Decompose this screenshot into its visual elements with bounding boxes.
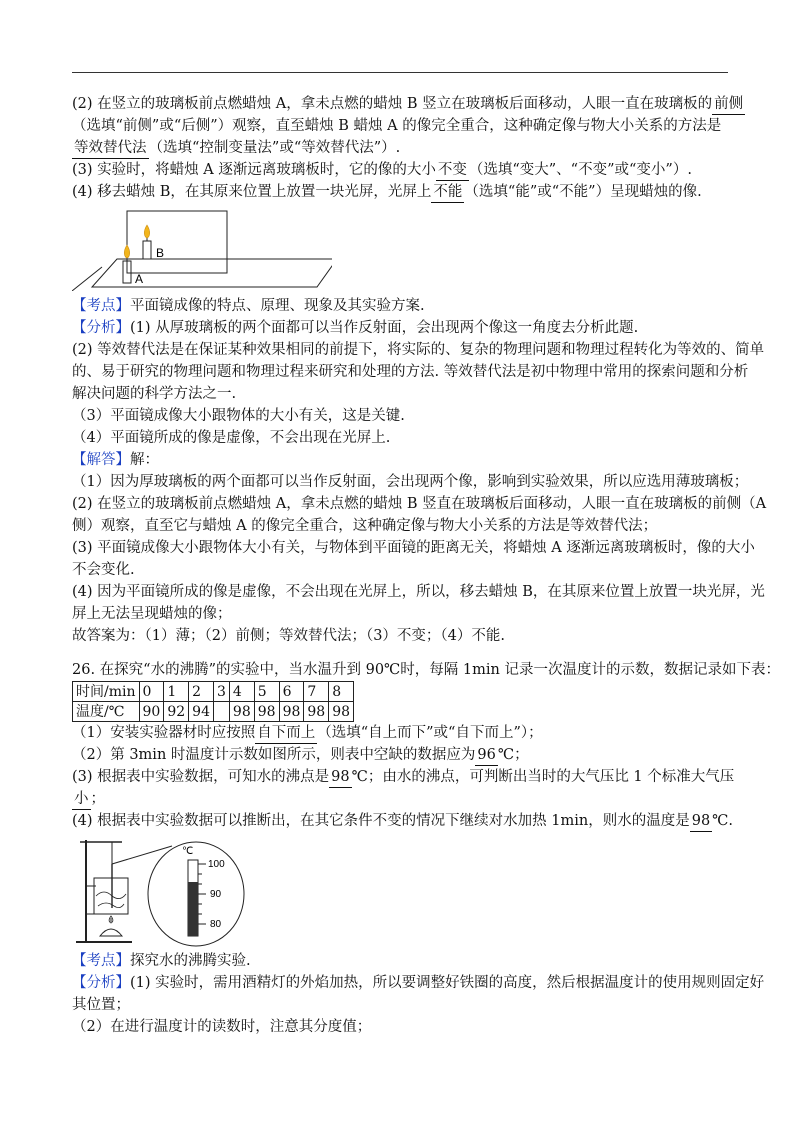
- answer-blank-screen: 不能: [431, 183, 464, 203]
- table-cell: 90: [139, 702, 164, 722]
- table-cell: 2: [189, 682, 214, 702]
- q25-part2-line1: [72, 93, 744, 115]
- q25-jieda-4a: (4) 因为平面镜所成的像是虚像，不会出现在光屏上，所以，移去蜡烛 B，在其原来位置上放置一块光屏，光: [72, 584, 765, 600]
- table-cell: 8: [329, 682, 354, 702]
- mirror-candle-diagram: [72, 207, 332, 291]
- answer-blank-front-side: 前侧: [712, 95, 745, 115]
- fenxi-text-1: (1) 从厚玻璃板的两个面都可以当作反射面，会出现两个像这一角度去分析此题.: [130, 320, 639, 336]
- table-cell: 98: [329, 702, 354, 722]
- table-cell: 时间/min: [73, 682, 140, 702]
- mirror-candle-figure: [72, 207, 732, 291]
- q25-part2-line2: [72, 115, 732, 137]
- temperature-table: [72, 681, 354, 722]
- q26-part3-text3: ；: [90, 791, 105, 807]
- table-cell: 98: [229, 702, 254, 722]
- q25-part3-text: (3) 实验时，将蜡烛 A 逐渐远离玻璃板时，它的像的大小: [72, 162, 436, 178]
- document-body: [72, 93, 780, 1038]
- table-cell: 1: [164, 682, 189, 702]
- table-cell: 7: [304, 682, 329, 702]
- answer-blank-temperature: 98: [690, 812, 712, 832]
- q25-answer: 故答案为：（1）薄；（2）前侧；等效替代法；（3）不变；（4）不能.: [72, 628, 506, 644]
- q26-part2-text2: ℃；: [497, 747, 529, 763]
- q25-fenxi-2a: (2) 等效替代法是在保证某种效果相同的前提下，将实际的、复杂的物理问题和物理过程转化为等效的、简单: [72, 342, 765, 358]
- answer-blank-method: 等效替代法: [72, 139, 149, 159]
- q26-part4-text2: ℃.: [712, 813, 734, 829]
- table-cell: 4: [229, 682, 254, 702]
- fenxi-text-1: (1) 实验时，需用酒精灯的外焰加热，所以要调整好铁圈的高度，然后根据温度计的使用规则固定好: [130, 975, 765, 991]
- thermometer-unit: ℃: [182, 846, 194, 857]
- q26-fenxi-2: （2）在进行温度计的读数时，注意其分度值；: [72, 1019, 372, 1035]
- q26-part1: [72, 722, 732, 744]
- header-rule: [72, 72, 728, 73]
- q25-jieda-2a: (2) 在竖立的玻璃板前点燃蜡烛 A，拿未点燃的蜡烛 B 竖直在玻璃板后面移动，人眼一直在玻璃板的前侧（A: [72, 496, 767, 512]
- q26-intro: 26. 在探究“水的沸腾”的实验中，当水温升到 90℃时，每隔 1min 记录一次温度计的示数，数据记录如下表：: [72, 662, 780, 678]
- q26-part3-line1: [72, 766, 735, 788]
- q25-part3: [72, 159, 732, 181]
- q25-part2-text: (2) 在竖立的玻璃板前点燃蜡烛 A，拿未点燃的蜡烛 B 竖立在玻璃板后面移动，人眼一直在玻璃板的: [72, 96, 713, 112]
- q26-part2-text: （2）第 3min 时温度计示数如图所示，则表中空缺的数据应为: [72, 747, 476, 763]
- table-row-time: [73, 682, 354, 702]
- kaodian-text: 探究水的沸腾实验.: [130, 953, 251, 969]
- q25-jieda-2b: 侧）观察，直至它与蜡烛 A 的像完全重合，这种确定像与物大小关系的方法是等效替代法；: [72, 518, 658, 534]
- q25-fenxi-2b: 的、易于研究的物理问题和物理过程来研究和处理的方法. 等效替代法是初中物理中常用的探索问题和分析: [72, 364, 749, 380]
- table-cell: 6: [279, 682, 304, 702]
- q26-part2: [72, 744, 732, 766]
- q26-part4-text: (4) 根据表中实验数据可以推断出，在其它条件不变的情况下继续对水加热 1min，则水的温度是: [72, 813, 690, 829]
- q25-kaodian: [72, 295, 732, 317]
- table-row-temp: [73, 702, 354, 722]
- kaodian-tag: 【考点】: [72, 298, 130, 314]
- q25-part2-text2: （选填“前侧”或“后侧”）观察，直至蜡烛 B 蜡烛 A 的像完全重合，这种确定像与物大小关系的方法是: [72, 118, 722, 134]
- thermometer-tick-100: 100: [208, 859, 225, 870]
- answer-blank-order: 自下而上: [255, 724, 317, 744]
- q25-part2-line3: [72, 137, 732, 159]
- kaodian-tag: 【考点】: [72, 953, 130, 969]
- q26-part4: [72, 810, 732, 832]
- boiling-apparatus-figure: [72, 836, 732, 948]
- table-cell: 94: [189, 702, 214, 722]
- q25-jieda-3a: (3) 平面镜成像大小跟物体大小有关，与物体到平面镜的距离无关，将蜡烛 A 逐渐远离玻璃板时，像的大小: [72, 540, 755, 556]
- fenxi-tag: 【分析】: [72, 975, 130, 991]
- fenxi-tag: 【分析】: [72, 320, 130, 336]
- q25-part3-text2: （选填“变大”、“不变”或“变小”）.: [468, 162, 692, 178]
- boiling-apparatus-diagram: [72, 836, 252, 948]
- q26-kaodian: [72, 950, 732, 972]
- q26-part1-text: （1）安装实验器材时应按照: [72, 725, 256, 741]
- table-cell: 98: [304, 702, 329, 722]
- q26-part3-text2: ℃；由水的沸点，可判断出当时的大气压比 1 个标准大气压: [351, 769, 735, 785]
- table-cell-empty: [213, 702, 229, 722]
- q26-fenxi-1a: [72, 972, 765, 994]
- q25-fenxi-4: （4）平面镜所成的像是虚像，不会出现在光屏上.: [72, 430, 391, 446]
- q25-jieda-1: （1）因为厚玻璃板的两个面都可以当作反射面，会出现两个像，影响到实验效果，所以应选用薄玻璃板；: [72, 474, 749, 490]
- q25-fenxi-3: （3）平面镜成像大小跟物体的大小有关，这是关键.: [72, 408, 405, 424]
- jieda-tag: 【解答】: [72, 452, 130, 468]
- answer-blank-pressure: 小: [72, 790, 91, 810]
- q25-jieda-3b: 不会变化.: [72, 562, 135, 578]
- thermometer-tick-90: 90: [210, 889, 222, 900]
- q25-fenxi-2c: 解决问题的科学方法之一.: [72, 386, 237, 402]
- figure-label-a: A: [135, 272, 144, 286]
- answer-blank-size: 不变: [436, 161, 469, 181]
- q25-jieda-4b: 屏上无法呈现蜡烛的像；: [72, 606, 232, 622]
- table-cell: 98: [279, 702, 304, 722]
- q25-jieda: [72, 449, 732, 471]
- q25-part4-text2: （选填“能”或“不能”）呈现蜡烛的像.: [464, 184, 702, 200]
- figure-label-b: B: [156, 246, 165, 260]
- kaodian-text: 平面镜成像的特点、原理、现象及其实验方案.: [130, 298, 425, 314]
- table-cell: 5: [254, 682, 279, 702]
- jieda-colon: 解：: [130, 452, 159, 468]
- q25-part2-text3: （选填“控制变量法”或“等效替代法”）.: [148, 140, 401, 156]
- q26-part3-text: (3) 根据表中实验数据，可知水的沸点是: [72, 769, 330, 785]
- table-cell: 温度/℃: [73, 702, 140, 722]
- table-cell: 92: [164, 702, 189, 722]
- q25-part4: [72, 181, 732, 203]
- table-cell: 0: [139, 682, 164, 702]
- answer-blank-boiling-point: 98: [329, 768, 351, 788]
- q26-part3-line2: [72, 788, 732, 810]
- q26-part1-text2: （选填“自上而下”或“自下而上”）；: [317, 725, 543, 741]
- q26-fenxi-1b: 其位置；: [72, 997, 130, 1013]
- table-cell: 98: [254, 702, 279, 722]
- answer-blank-reading: 96: [475, 746, 497, 766]
- table-cell: 3: [213, 682, 229, 702]
- q25-fenxi-1: [72, 317, 732, 339]
- thermometer-tick-80: 80: [210, 919, 222, 930]
- q25-part4-text: (4) 移去蜡烛 B，在其原来位置上放置一块光屏，光屏上: [72, 184, 432, 200]
